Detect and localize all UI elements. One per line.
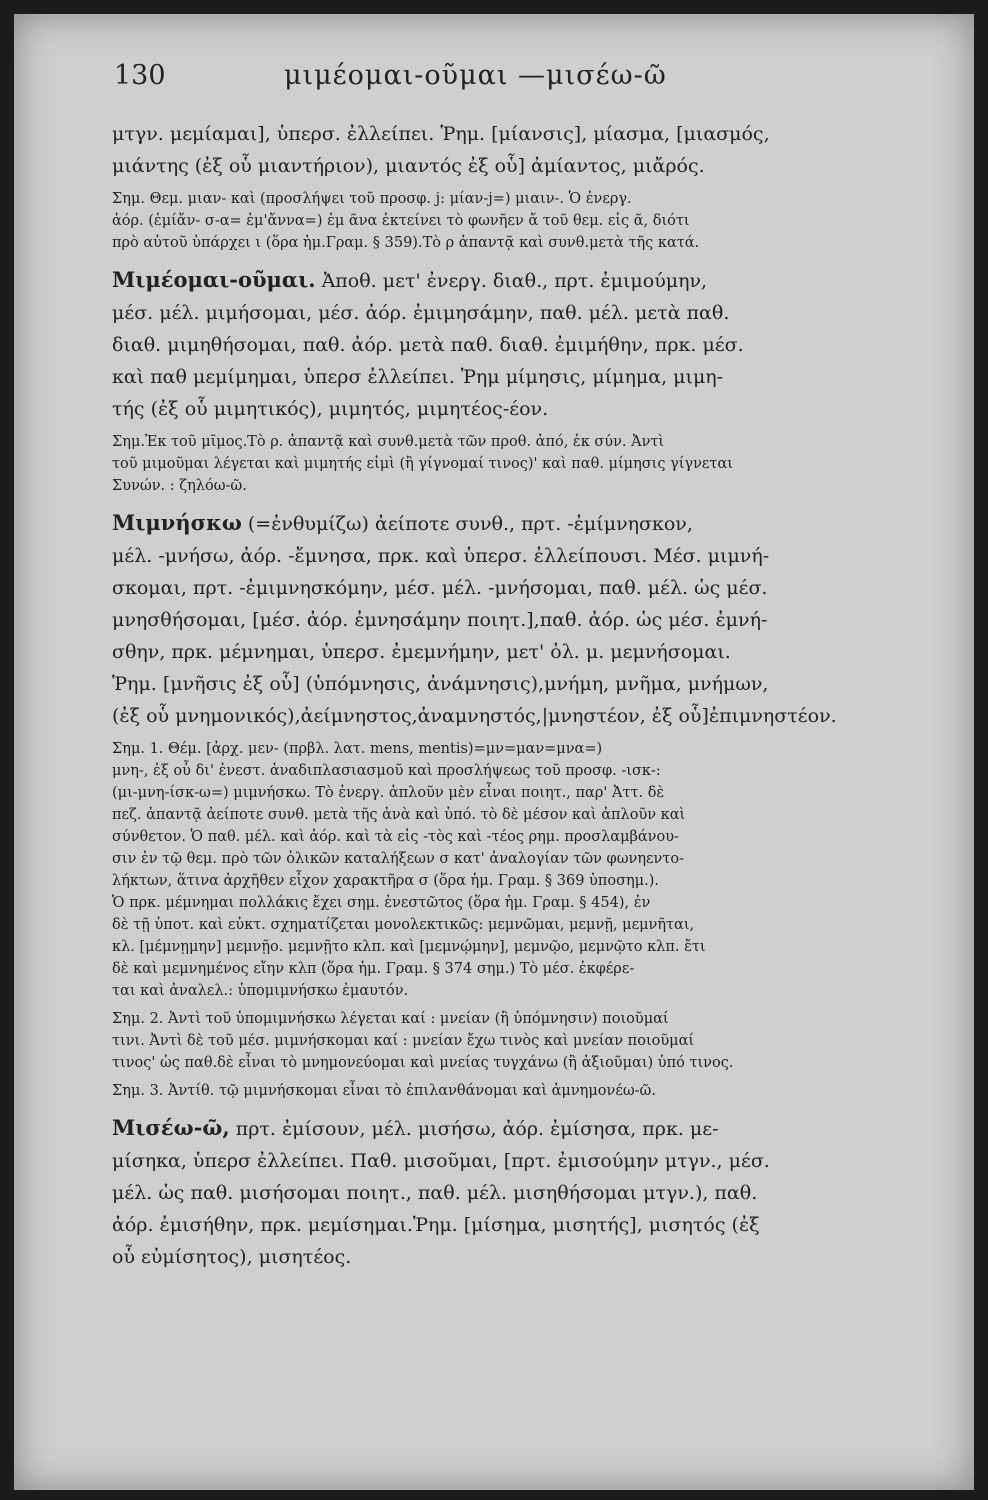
headword: Μισέω-ῶ, <box>112 1115 230 1140</box>
line-text: Ὁ πρκ. μέμνημαι πολλάκις ἔχει σημ. ἐνεστῶτος (ὅρα ἡμ. Γραμ. § 454), ἐν <box>112 895 651 911</box>
line-text: μτγν. μεμίαμαι], ὑπερσ. ἐλλείπει. Ῥημ. [μίανσις], μίασμα, [μιασμός, <box>112 123 770 145</box>
line-text: Ῥημ. [μνῆσις ἐξ οὗ] (ὑπόμνησις, ἀνάμνησις),μνήμη, μνῆμα, μνήμων, <box>112 673 769 695</box>
entry-line <box>112 150 894 182</box>
note-line <box>112 1030 894 1052</box>
line-text: Σημ. Θεμ. μιαν- καὶ (προσλήψει τοῦ προσφ. j: μίαν-j=) μιαιν-. Ὁ ἐνεργ. <box>112 191 632 207</box>
entry-line <box>112 540 894 572</box>
entry-line <box>112 636 894 668</box>
line-text: σκομαι, πρτ. -ἐμιμνησκόμην, μέσ. μέλ. -μνήσομαι, παθ. μέλ. ὡς μέσ. <box>112 577 768 599</box>
note-line <box>112 431 894 453</box>
line-text: (=ἐνθυμίζω) ἀείποτε συνθ., πρτ. -ἐμίμνησκον, <box>241 513 693 535</box>
note-line <box>112 475 894 497</box>
entry-line <box>112 1112 894 1145</box>
line-text: πρὸ αὐτοῦ ὑπάρχει ι (ὅρα ἡμ.Γραμ. § 359).Τὸ ρ ἀπαντᾷ καὶ συνθ.μετὰ τῆς κατά. <box>112 235 700 251</box>
entry-line <box>112 329 894 361</box>
note-line <box>112 782 894 804</box>
note-line <box>112 870 894 892</box>
note-line <box>112 892 894 914</box>
line-text: Ἀποθ. μετ' ἐνεργ. διαθ., πρτ. ἐμιμούμην, <box>315 270 708 292</box>
entry-line <box>112 668 894 700</box>
dictionary-entry <box>112 118 894 182</box>
line-text: (ἐξ οὗ μνημονικός),ἀείμνηστος,ἀναμνηστός,|μνηστέον, ἐξ οὗ]ἐπιμνηστέον. <box>112 705 837 727</box>
note-line <box>112 738 894 760</box>
line-text: τινος' ὡς παθ.δὲ εἶναι τὸ μνημονεύομαι καὶ μνείας τυγχάνω (ἢ ἀξιοῦμαι) ὑπό τινος. <box>112 1055 734 1071</box>
note-line <box>112 232 894 254</box>
note-line <box>112 848 894 870</box>
line-text: σιν ἐν τῷ θεμ. πρὸ τῶν ὀλικῶν καταλήξεων σ κατ' ἀναλογίαν τῶν φωνηεντο- <box>112 851 685 867</box>
note-line <box>112 826 894 848</box>
line-text: σύνθετον. Ὁ παθ. μέλ. καὶ ἀόρ. καὶ τὰ εἰς -τὸς καὶ -τέος ρημ. προσλαμβάνου- <box>112 829 679 845</box>
line-text: ἀόρ. ἐμισήθην, πρκ. μεμίσημαι.Ῥημ. [μίσημα, μισητής], μισητός (ἐξ <box>112 1214 760 1236</box>
line-text: ἀόρ. (ἐμίἄν- σ-α= ἐμ'ἄννα=) ἐμ ᾶνα ἐκτείνει τὸ φωνῆεν ἄ τοῦ θεμ. εἰς ᾶ, διότι <box>112 213 690 229</box>
line-text: ται καὶ ἀναλελ.: ὑπομιμνήσκω ἐμαυτόν. <box>112 983 409 999</box>
entry-line <box>112 1177 894 1209</box>
line-text: τής (ἐξ οὗ μιμητικός), μιμητός, μιμητέος-έον. <box>112 398 549 420</box>
line-text: μνησθήσομαι, [μέσ. ἀόρ. ἐμνησάμην ποιητ.],παθ. ἀόρ. ὡς μέσ. ἐμνή- <box>112 609 768 631</box>
line-text: Σημ. 3. Ἀντίθ. τῷ μιμνήσκομαι εἶναι τὸ ἐπιλανθάνομαι καὶ ἀμνημονέω-ῶ. <box>112 1083 656 1099</box>
book-page <box>14 14 974 1490</box>
dictionary-entry <box>112 507 894 732</box>
headword: Μιμνήσκω <box>112 510 242 535</box>
note-line <box>112 210 894 232</box>
entry-note <box>112 431 894 497</box>
dictionary-entry <box>112 1112 894 1273</box>
line-text: κλ. [μέμνῃμην] μεμνῇο. μεμνῇτο κλπ. καὶ [μεμνῴμην], μεμνῷο, μεμνῷτο κλπ. ἔτι <box>112 939 706 955</box>
line-text: μίσηκα, ὑπερσ ἐλλείπει. Παθ. μισοῦμαι, [πρτ. ἐμισούμην μτγν., μέσ. <box>112 1150 770 1172</box>
line-text: μέλ. ὡς παθ. μισήσομαι ποιητ., παθ. μέλ. μισηθήσομαι μτγν.), παθ. <box>112 1182 758 1204</box>
note-line <box>112 804 894 826</box>
note-line <box>112 188 894 210</box>
entry-line <box>112 1145 894 1177</box>
line-text: δὲ καὶ μεμνημένος εἴην κλπ (ὅρα ἡμ. Γραμ. § 374 σημ.) Τὸ μέσ. ἐκφέρε- <box>112 961 635 977</box>
note-line <box>112 1052 894 1074</box>
note-line <box>112 453 894 475</box>
entry-line <box>112 264 894 297</box>
line-text: διαθ. μιμηθήσομαι, παθ. ἀόρ. μετὰ παθ. διαθ. ἐμιμήθην, πρκ. μέσ. <box>112 334 744 356</box>
note-line <box>112 914 894 936</box>
line-text: μέλ. -μνήσω, ἀόρ. -ἔμνησα, πρκ. καὶ ὑπερσ. ἐλλείπουσι. Μέσ. μιμνή- <box>112 545 770 567</box>
entry-line <box>112 700 894 732</box>
line-text: πρτ. ἐμίσουν, μέλ. μισήσω, ἀόρ. ἐμίσησα, πρκ. με- <box>229 1118 719 1140</box>
line-text: τοῦ μιμοῦμαι λέγεται καὶ μιμητής εἰμὶ (ἢ γίγνομαί τινος)' καὶ παθ. μίμησις γίγνεται <box>112 456 733 472</box>
note-line <box>112 936 894 958</box>
entry-line <box>112 604 894 636</box>
note-line <box>112 1080 894 1102</box>
entry-line <box>112 1241 894 1273</box>
entry-line <box>112 118 894 150</box>
line-text: μνη-, ἐξ οὗ δι' ἐνεστ. ἀναδιπλασιασμοῦ καὶ προσλήψεως τοῦ προσφ. -ισκ-: <box>112 763 661 779</box>
line-text: σθην, πρκ. μέμνημαι, ὑπερσ. ἐμεμνήμην, μετ' ὁλ. μ. μεμνήσομαι. <box>112 641 731 663</box>
note-line <box>112 958 894 980</box>
entry-note <box>112 1080 894 1102</box>
line-text: Σημ.Ἐκ τοῦ μῖμος.Τὸ ρ. ἀπαντᾷ καὶ συνθ.μετὰ τῶν προθ. ἀπό, ἐκ σύν. Ἀντὶ <box>112 434 665 450</box>
entry-line <box>112 572 894 604</box>
line-text: οὗ εὐμίσητος), μισητέος. <box>112 1246 352 1268</box>
entry-note <box>112 738 894 1002</box>
line-text: (μι-μνη-ίσκ-ω=) μιμνήσκω. Τὸ ἐνεργ. ἁπλοῦν μὲν εἶναι ποιητ., παρ' Ἀττ. δὲ <box>112 785 665 801</box>
line-text: Σημ. 2. Ἀντὶ τοῦ ὑπομιμνήσκω λέγεται καί : μνείαν (ἢ ὑπόμνησιν) ποιοῦμαί <box>112 1011 669 1027</box>
entry-line <box>112 361 894 393</box>
line-text: μιάντης (ἐξ οὗ μιαντήριον), μιαντός ἐξ οὗ] ἀμίαντος, μιἄρός. <box>112 155 705 177</box>
entry-line <box>112 393 894 425</box>
entry-note <box>112 188 894 254</box>
line-text: μέσ. μέλ. μιμήσομαι, μέσ. ἀόρ. ἐμιμησάμην, παθ. μέλ. μετὰ παθ. <box>112 302 730 324</box>
entry-note <box>112 1008 894 1074</box>
note-line <box>112 760 894 782</box>
headword: Μιμέομαι-οῦμαι. <box>112 267 316 292</box>
running-head: μιμέομαι-οῦμαι —μισέω-ῶ <box>284 60 667 91</box>
line-text: δὲ τῇ ὑποτ. καὶ εὐκτ. σχηματίζεται μονολεκτικῶς: μεμνῶμαι, μεμνῇ, μεμνῆται, <box>112 917 695 933</box>
entry-line <box>112 1209 894 1241</box>
entry-line <box>112 507 894 540</box>
line-text: πεζ. ἀπαντᾷ ἀείποτε συνθ. μετὰ τῆς ἀνὰ καὶ ὑπό. τὸ δὲ μέσον καὶ ἁπλοῦν καὶ <box>112 807 686 823</box>
note-line <box>112 1008 894 1030</box>
line-text: Σημ. 1. Θέμ. [ἀρχ. μεν- (πρβλ. λατ. mens, mentis)=μν=μαν=μνα=) <box>112 741 603 757</box>
line-text: καὶ παθ μεμίμημαι, ὑπερσ ἐλλείπει. Ῥημ μίμησις, μίμημα, μιμη- <box>112 366 724 388</box>
line-text: τινι. Ἀντὶ δὲ τοῦ μέσ. μιμνήσκομαι καί : μνείαν ἔχω τινὸς καὶ μνείαν ποιοῦμαί <box>112 1033 695 1049</box>
dictionary-entry <box>112 264 894 425</box>
page-body <box>112 118 894 1273</box>
note-line <box>112 980 894 1002</box>
line-text: Συνών. : ζηλόω-ῶ. <box>112 478 247 494</box>
page-header <box>14 60 974 100</box>
page-number: 130 <box>114 60 166 91</box>
line-text: λήκτων, ἅτινα ἀρχῆθεν εἶχον χαρακτῆρα σ (ὅρα ἡμ. Γραμ. § 369 ὑποσημ.). <box>112 873 659 889</box>
entry-line <box>112 297 894 329</box>
